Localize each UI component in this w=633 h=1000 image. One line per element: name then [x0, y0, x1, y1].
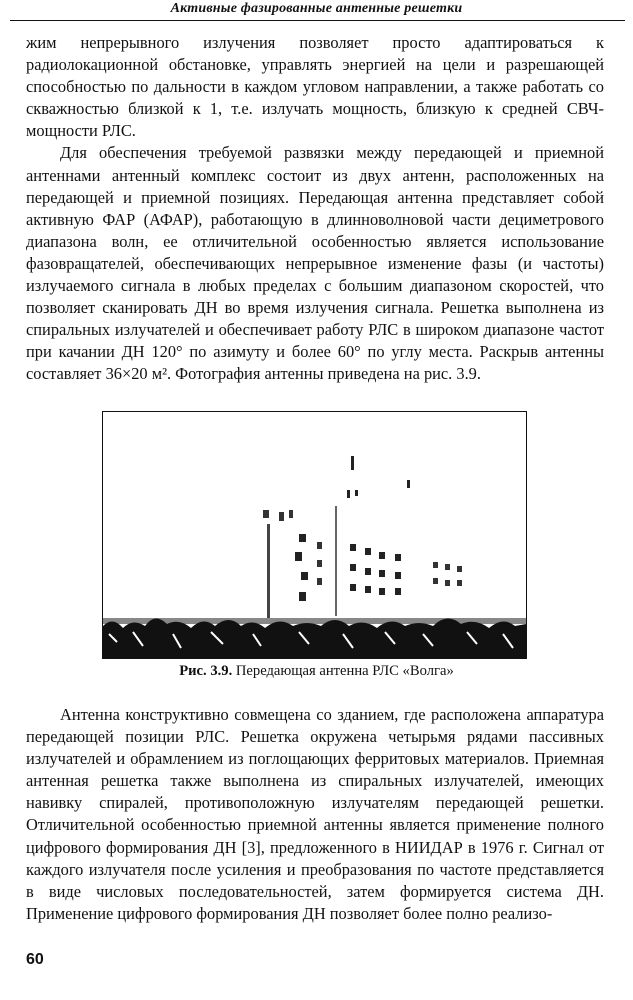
- page-number: 60: [26, 951, 44, 968]
- body-text-top: [26, 32, 604, 386]
- paragraph-antenna-building: Антенна конструктивно совмещена со зданием, где расположена аппаратура передающей позиции РЛС. Решетка окружена четырьмя рядами пассивных излучателей и обрамлением из поглощающих ферритовых материалов. Приемная антенная решетка также выполнена из спиральных излучателей, имеющих навивку спиралей, противоположную излучателям передающей решетки. Отличительной особенностью приемной антенны является применение полного цифрового формирования ДН [3], предложенного в НИИДАР в 1976 г. Сигнал от каждого излучателя после усиления и преобразования по частоте представляется в виде числовых последовательностей, затем формируется система ДН. Применение цифрового формирования ДН позволяет более полно реализо-: [26, 705, 604, 923]
- body-text-bottom: [26, 704, 604, 925]
- figure-title: Передающая антенна РЛС «Волга»: [235, 663, 454, 679]
- figure-antenna-photo: [102, 411, 527, 659]
- antenna-photo-image: [103, 412, 526, 658]
- running-title: Активные фазированные антенные решетки: [170, 1, 463, 16]
- paragraph-antenna-complex: Для обеспечения требуемой развязки между передающей и приемной антеннами антенный комплекс состоит из двух антенн, расположенных на передающей и приемной позициях. Передающая антенна представляет собой активную ФАР (АФАР), работающую в длинноволновой части дециметрового диапазона волн, ее отличительной особенностью является использование фазовращателей, обеспечивающих непрерывное изменение фазы (и частоты) излучаемого сигнала в любых пределах с большим диапазоном скоростей, что позволяет сканировать ДН во время излучения сигнала. Решетка выполнена из спиральных излучателей и обеспечивает работу РЛС в широком диапазоне частот при качании ДН 120° по азимуту и более 60° по углу места. Раскрыв антенны составляет 36×20 м². Фотография антенны приведена на рис. 3.9.: [26, 143, 604, 384]
- figure-caption: [0, 663, 633, 680]
- running-header: [0, 0, 633, 22]
- header-rule: [10, 20, 625, 21]
- figure-label: Рис. 3.9.: [179, 663, 233, 679]
- paragraph-continued: жим непрерывного излучения позволяет просто адаптироваться к радиолокационной обстановке, управлять энергией на цели и разрешающей способностью по дальности в каждом угловом направлении, а также работать со скважностью близкой к 1, т.е. излучать мощность, близкую к средней СВЧ-мощности РЛС.: [26, 33, 604, 141]
